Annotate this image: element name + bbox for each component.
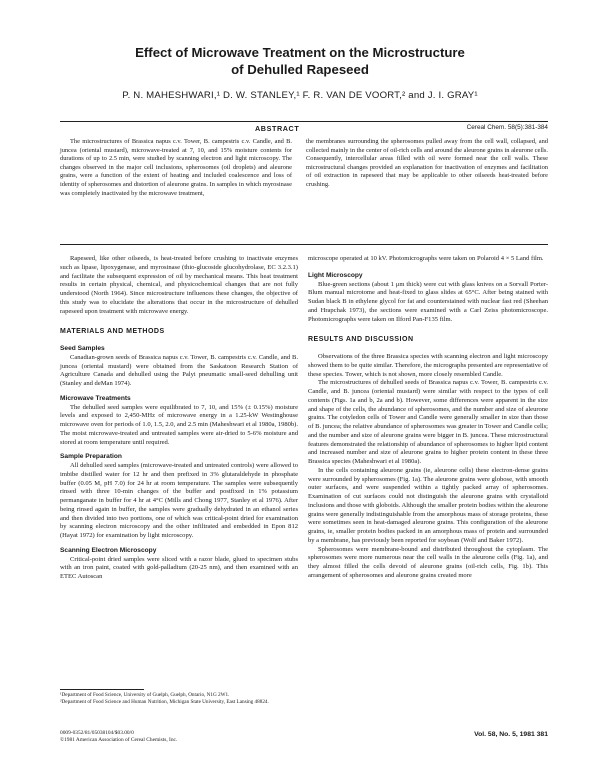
sem-continued-paragraph: microscope operated at 10 kV. Photomicrographs were taken on Polaroid 4 × 5 Land film.	[308, 255, 544, 262]
body-left-column	[60, 255, 298, 582]
footnote-1: ¹Department of Food Science, University of Guelph, Guelph, Ontario, N1G 2W1.	[60, 692, 230, 698]
copyright-block	[60, 730, 300, 744]
sample-preparation-heading: Sample Preparation	[60, 453, 122, 461]
results-paragraph-1: Observations of the three Brassica species with scanning electron and light microscopy showed them to be quite similar. Therefore, the micrographs presented are representative of these species. Tower, which is not shown, more closely resembled Candle.	[308, 353, 548, 378]
copyright-line: ©1981 American Association of Cereal Chemists, Inc.	[60, 737, 178, 743]
title-line-2: of Dehulled Rapeseed	[231, 62, 369, 77]
seed-samples-paragraph: Canadian-grown seeds of Brassica napus c.v. Tower, B. campestris c.v. Candle, and B. juncea (oriental mustard) were obtained from the Saskatoon Research Station of Agriculture Canada and dehulled using the Palyi pneumatic small-seed dehulling unit (Stanley and deMan 1974).	[60, 353, 298, 387]
seed-samples-heading: Seed Samples	[60, 345, 105, 352]
author-list: P. N. MAHESHWARI,¹ D. W. STANLEY,¹ F. R. VAN DE VOORT,² and J. I. GRAY¹	[122, 90, 478, 101]
footnotes	[60, 692, 300, 706]
light-microscopy-heading: Light Microscopy	[308, 271, 363, 279]
abstract-left-column: The microstructures of Brassica napus c.v. Tower, B. campestris c.v. Candle, and B. juncea (oriental mustard), microwave-treated at 7, 10, and 15% moisture contents for durations of up to 2.5 min, were studied by scanning electron and light microscopy. The changes observed in the major cell inclusions, spherosomes (oil droplets) and aleurone grains, were a function of the extent of heating and included coalescence and loss of identity of spherosomes and distortion of aleurone grains. In samples in which myrosinase was completely inactivated by the microwave treatment,	[60, 138, 292, 197]
citation: Cereal Chem. 58(5):381-384	[466, 124, 548, 131]
methods-heading: MATERIALS AND METHODS	[60, 328, 165, 336]
sample-preparation-paragraph: All dehulled seed samples (microwave-treated and untreated controls) were allowed to imbibe distilled water for 12 hr and then prefixed in 3% glutaraldehyde in phosphate buffer (0.05 M, pH 7.0) for 24 hr at room temperature. The samples were subsequently rinsed with three 10-min changes of the buffer and postfixed in 1% potassium permanganate in buffer for 4 hr at 4°C (Mills and Chong 1977, Stanley et al 1976). After being rinsed again in buffer, the samples were gradually dehydrated in an ethanol series and then divided into two portions, one of which was critical-point dried for examination by scanning electron microscopy and the other infiltrated and embedded in Epon 812 (Hayat 1972) for examination by light microscopy.	[60, 462, 298, 539]
abstract-right-column: the membranes surrounding the spherosomes pulled away from the cell wall, collapsed, and collected mainly in the center of oil-rich cells and around the aleurone grains in aleurone cells. Consequently, intercellular areas filled with oil were formed near the cell walls. These microstructural changes provided an explanation for inactivation of enzymes and facilitation of oil extraction in rapeseed that may be applicable to other oilseeds heat-treated before crushing.	[306, 138, 548, 188]
body-right-column	[308, 255, 548, 581]
sem-paragraph: Critical-point dried samples were sliced with a razor blade, glued to specimen stubs with an iron paint, coated with gold-palladium (20-25 nm), and then examined with an ETEC Autoscan	[60, 555, 298, 580]
abstract-heading: ABSTRACT	[255, 124, 300, 133]
microwave-treatments-paragraph: The dehulled seed samples were equilibrated to 7, 10, and 15% (± 0.15%) moisture levels and exposed to 2,450-MHz of microwave energy in a 1.25-kW Westinghouse microwave oven for periods of 1.0, 1.5, 2.0, and 2.5 min (Maheshwari et al 1980a, 1980b). The moist microwave-treated and untreated samples were air-dried to 5-6% moisture and stored at room temperature until required.	[60, 403, 298, 446]
article-title	[60, 44, 540, 78]
sem-heading: Scanning Electron Microscopy	[60, 546, 157, 554]
microwave-treatments-heading: Microwave Treatments	[60, 394, 131, 402]
results-paragraph-3: In the cells containing aleurone grains (ie, aleurone cells) these electron-dense grains were surrounded by spherosomes (Fig. 1a). The aleurone grains were globose, with smooth outer surfaces, and were suspended within a tightly packed array of spherosomes. Examination of cut surfaces could not distinguish the aleurone grains with crystalloid inclusions and those with globoids. Although the smaller protein bodies within the aleurone grains were generally indistinguishable from the amorphous mass of storage proteins, these were sometimes seen in heat-damaged aleurone grains. This configuration of the aleurone grains, ie, smaller protein bodies packed in an amorphous mass of protein and surrounded by a membrane, has previously been reported for soybean (Wolf and Baker 1972).	[308, 466, 548, 544]
results-paragraph-4: Spherosomes were membrane-bound and distributed throughout the cytoplasm. The spherosomes were more numerous near the cell walls in the aleurone cells (Fig. 1a), and they almost filled the cells devoid of aleurone grains (oil-rich cells, Fig. 1b). This arrangement of spherosomes and aleurone grains created more	[308, 545, 548, 579]
abstract-bottom-rule	[60, 244, 548, 245]
results-paragraph-2: The microstructures of dehulled seeds of Brassica napus c.v. Tower, B. campestris c.v. Candle, and B. juncea (oriental mustard) were similar with respect to the types of cell contents (Figs. 1a and b, 2a and b). However, some differences were apparent in the size and shape of the cells, the abundance of spherosomes, and the number and size of aleurone grains. The cotyledon cells of Tower and Candle were generally smaller in size than those of B. juncea; the relative abundance of spherosomes was greater in Tower and Candle cells; and the number and size of aleurone grains were bigger in B. juncea. These microstructural features demonstrated the relationship of abundance of spherosomes to higher lipid content and increased number and size of aleurone grains to higher protein content in these three Brassica species (Maheshwari et al 1980a).	[308, 379, 548, 465]
page-footer: Vol. 58, No. 5, 1981 381	[474, 731, 548, 738]
footnote-2: ²Department of Food Science and Human Nutrition, Michigan State University, East Lansing 48824.	[60, 698, 269, 705]
issn-line: 0009-0352/81/05038104/$03.00/0	[60, 730, 134, 736]
abstract-top-rule	[60, 121, 548, 122]
footnote-rule	[60, 689, 144, 690]
results-heading: RESULTS AND DISCUSSION	[308, 336, 414, 344]
intro-paragraph: Rapeseed, like other oilseeds, is heat-treated before crushing to inactivate enzymes such as lipase, lipoxygenase, and myrosinase (thio-glucoside glucohydrolase, EC 3.2.3.1) and facilitate the subsequent expression of oil by mechanical means. This heat treatment results in certain physical, chemical, and physicochemical changes that are not fully understood (North 1964). Since microstructure influences these changes, the objective of this study was to elucidate the alterations that occur in the microstructure of dehulled rapeseed upon treatment with microwave energy.	[60, 255, 298, 315]
title-line-1: Effect of Microwave Treatment on the Microstructure	[135, 45, 465, 60]
light-microscopy-paragraph: Blue-green sections (about 1 μm thick) were cut with glass knives on a Sorvall Porter-Blum manual microtome and heat-fixed to glass slides at 65°C. After being stained with Sudan black B in ethylene glycol for fat and counterstained with nuclear fast red (Sheehan and Hrapchak 1973), the sections were examined with a Carl Zeiss photomicroscope. Photomicrographs were taken on Ilford Pan-F135 film.	[308, 280, 548, 323]
